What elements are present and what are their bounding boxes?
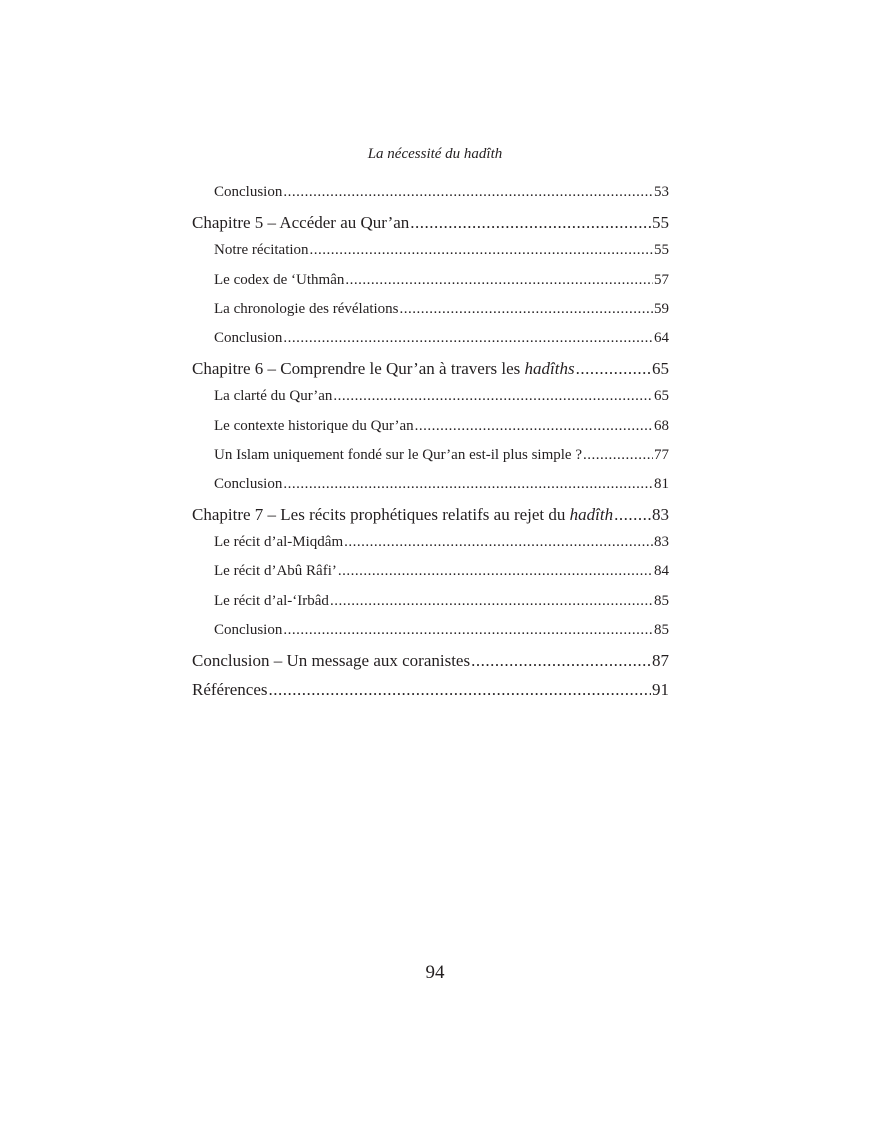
toc-entry-title bbox=[214, 563, 337, 580]
toc-chapter-entry bbox=[192, 651, 669, 680]
toc-section-entry bbox=[192, 301, 669, 330]
toc-section-entry bbox=[192, 447, 669, 476]
page-number: 94 bbox=[425, 962, 445, 983]
toc-entry-page-number: 65 bbox=[654, 388, 669, 405]
toc-section-entry bbox=[192, 622, 669, 651]
running-head-text: La nécessité du hadîth bbox=[367, 146, 503, 162]
toc-entry-title bbox=[214, 622, 282, 639]
dot-leader bbox=[283, 330, 653, 347]
toc-entry-title-text: Conclusion bbox=[214, 329, 283, 346]
toc-entry-page-number: 55 bbox=[654, 242, 669, 259]
dot-leader bbox=[583, 447, 653, 464]
toc-entry-page-number: 59 bbox=[654, 300, 669, 317]
toc-entry-title bbox=[214, 418, 414, 435]
dot-leader bbox=[310, 242, 653, 259]
toc-entry-title-text: Conclusion bbox=[214, 475, 283, 492]
toc-entry-title-text: La chronologie des révélations bbox=[214, 300, 399, 317]
toc-section-entry bbox=[192, 242, 669, 271]
toc-section-entry bbox=[192, 388, 669, 417]
dot-leader bbox=[614, 505, 651, 525]
toc-chapter-entry bbox=[192, 359, 669, 388]
toc-entry-title bbox=[192, 213, 409, 233]
dot-leader bbox=[410, 213, 651, 233]
toc-entry-title-text: Le codex de ‘Uthmân bbox=[214, 271, 345, 288]
toc-entry-title-text: La clarté du Qur’an bbox=[214, 388, 333, 405]
dot-leader bbox=[471, 651, 651, 671]
toc-entry-title-text: Conclusion bbox=[214, 621, 283, 638]
toc-entry-title-text: Conclusion bbox=[214, 184, 283, 200]
toc-entry-page-number: 87 bbox=[652, 651, 669, 670]
toc-entry-title bbox=[214, 330, 282, 347]
toc-entry-page-number: 85 bbox=[654, 621, 669, 638]
toc-chapter-entry bbox=[192, 680, 669, 709]
running-head bbox=[0, 146, 870, 163]
toc-entry-title-text: Chapitre 6 – Comprendre le Qur’an à travers les bbox=[192, 359, 525, 379]
toc-entry-title-text: Le contexte historique du Qur’an bbox=[214, 417, 414, 434]
toc-entry-page-number: 53 bbox=[654, 184, 669, 200]
toc-entry-title-text: Le récit d’Abû Râfi’ bbox=[214, 563, 337, 580]
dot-leader bbox=[330, 593, 653, 610]
toc-entry-title bbox=[214, 388, 332, 405]
dot-leader bbox=[344, 534, 653, 551]
toc-chapter-entry bbox=[192, 213, 669, 242]
toc-entry-title bbox=[214, 242, 309, 259]
toc-entry-title-text: Le récit d’al-‘Irbâd bbox=[214, 592, 329, 609]
toc-entry-title bbox=[214, 593, 329, 610]
toc-entry-page-number: 81 bbox=[654, 475, 669, 492]
toc-entry-title-text: Références bbox=[192, 680, 268, 700]
toc-entry-title bbox=[214, 184, 282, 201]
toc-section-entry bbox=[192, 330, 669, 359]
toc-entry-page-number: 83 bbox=[652, 505, 669, 525]
dot-leader bbox=[400, 301, 653, 318]
toc-entry-title bbox=[214, 476, 282, 493]
dot-leader bbox=[338, 563, 653, 580]
toc-entry-title bbox=[214, 534, 343, 551]
toc-section-entry bbox=[192, 418, 669, 447]
toc-entry-title bbox=[214, 272, 344, 289]
toc-entry-page-number: 65 bbox=[652, 359, 669, 379]
table-of-contents bbox=[192, 184, 669, 709]
dot-leader bbox=[333, 388, 653, 405]
dot-leader bbox=[269, 680, 651, 700]
toc-entry-title-text: Notre récitation bbox=[214, 242, 309, 259]
toc-entry-page-number: 84 bbox=[654, 563, 669, 580]
toc-entry-page-number: 55 bbox=[652, 213, 669, 233]
toc-entry-title-text: Le récit d’al-Miqdâm bbox=[214, 534, 344, 551]
dot-leader bbox=[415, 418, 653, 435]
toc-chapter-entry bbox=[192, 505, 669, 534]
toc-section-entry bbox=[192, 534, 669, 563]
toc-entry-page-number: 85 bbox=[654, 592, 669, 609]
toc-entry-title bbox=[214, 447, 582, 464]
toc-section-entry bbox=[192, 476, 669, 505]
toc-entry-title bbox=[192, 359, 575, 379]
toc-entry-title-italic: hadîth bbox=[569, 505, 614, 525]
dot-leader bbox=[283, 184, 653, 201]
dot-leader bbox=[283, 622, 653, 639]
dot-leader bbox=[576, 359, 651, 379]
toc-entry-title-text: Chapitre 5 – Accéder au Qur’an bbox=[192, 213, 410, 233]
toc-entry-title bbox=[214, 301, 399, 318]
toc-entry-title-text: Conclusion – Un message aux coranistes bbox=[192, 651, 471, 670]
toc-section-entry bbox=[192, 593, 669, 622]
toc-entry-page-number: 64 bbox=[654, 329, 669, 346]
dot-leader bbox=[283, 476, 653, 493]
toc-section-entry bbox=[192, 563, 669, 592]
dot-leader bbox=[345, 272, 653, 289]
toc-section-entry bbox=[192, 272, 669, 301]
toc-entry-page-number: 57 bbox=[654, 271, 669, 288]
toc-entry-title-text: Un Islam uniquement fondé sur le Qur’an est-il plus simple ? bbox=[214, 446, 582, 463]
toc-entry-title bbox=[192, 505, 613, 525]
toc-entry-title-italic: hadîths bbox=[524, 359, 575, 379]
toc-entry-title-text: Chapitre 7 – Les récits prophétiques relatifs au rejet du bbox=[192, 505, 570, 525]
toc-entry-page-number: 83 bbox=[654, 534, 669, 551]
toc-entry-title bbox=[192, 651, 470, 671]
toc-entry-page-number: 68 bbox=[654, 417, 669, 434]
toc-section-entry bbox=[192, 184, 669, 213]
toc-entry-title bbox=[192, 680, 268, 700]
toc-entry-page-number: 91 bbox=[652, 680, 669, 700]
toc-entry-page-number: 77 bbox=[654, 446, 669, 463]
